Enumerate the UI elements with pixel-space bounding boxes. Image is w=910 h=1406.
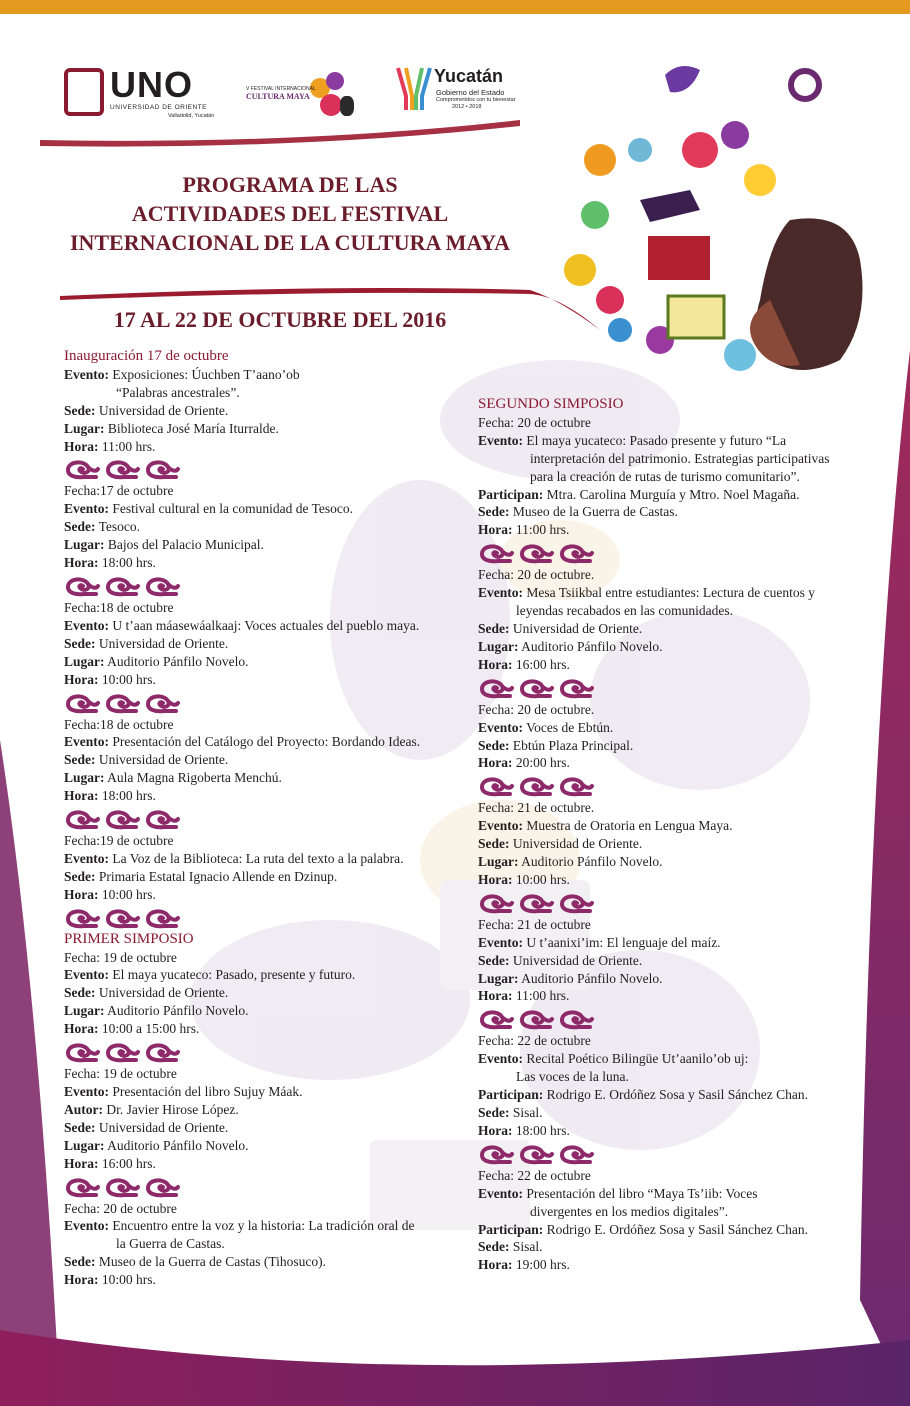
field-value: 19:00 hrs. — [512, 1257, 570, 1273]
event-field — [478, 1122, 878, 1140]
field-value: Recital Poético Bilingüe Ut’aanilo’ob uj: — [523, 1051, 749, 1067]
field-label: Hora: — [64, 438, 99, 454]
festival-logo-graphic — [304, 70, 358, 124]
field-label: Participan: — [478, 486, 544, 502]
field-value: Exposiciones: Úuchben T’aano’ob — [109, 366, 300, 382]
event-date: Fecha: 20 de octubre. — [478, 701, 595, 717]
field-value: Biblioteca José María Iturralde. — [104, 420, 279, 436]
field-value: 18:00 hrs. — [98, 788, 156, 804]
field-label: Participan: — [478, 1221, 544, 1237]
title-line-1: PROGRAMA DE LAS — [182, 172, 398, 197]
separator-ornament — [478, 775, 598, 797]
field-label: Sede: — [64, 868, 96, 884]
field-value: Universidad de Oriente. — [95, 1119, 229, 1135]
event-field — [64, 1002, 474, 1020]
field-value: Primaria Estatal Ignacio Allende en Dzinup. — [95, 868, 338, 884]
event-field — [64, 886, 474, 904]
field-value: Festival cultural en la comunidad de Tesoco. — [109, 501, 353, 517]
event-dates: 17 AL 22 DE OCTUBRE DEL 2016 — [113, 307, 447, 332]
festival-logo-line1: V FESTIVAL INTERNACIONAL — [246, 86, 316, 92]
field-value: Rodrigo E. Ordóñez Sosa y Sasil Sánchez Chan. — [543, 1087, 808, 1103]
field-label: Hora: — [64, 671, 99, 687]
field-label: Lugar: — [64, 1137, 105, 1153]
field-label: Hora: — [478, 656, 513, 672]
event-field — [64, 671, 474, 689]
field-label: Sede: — [64, 1119, 96, 1135]
event-field — [64, 1271, 474, 1289]
event-field — [64, 1020, 474, 1038]
event-date: Fecha:19 de octubre — [64, 833, 174, 849]
uno-logo — [64, 64, 219, 123]
field-label: Lugar: — [64, 653, 105, 669]
event-field — [64, 1155, 474, 1173]
separator-ornament — [64, 907, 184, 929]
field-value: Ebtún Plaza Principal. — [509, 737, 634, 753]
field-label: Sede: — [478, 1105, 510, 1120]
program-left-column — [64, 348, 474, 1289]
yucatan-logo-line2: Comprometidos con tu bienestar — [436, 97, 516, 103]
field-value: Tesoco. — [95, 519, 141, 535]
event-field — [64, 635, 474, 653]
section-heading: SEGUNDO SIMPOSIO — [478, 396, 624, 412]
event-field — [64, 984, 474, 1002]
field-label: Hora: — [64, 555, 99, 571]
field-label: Evento: — [64, 734, 109, 750]
field-label: Hora: — [64, 1021, 99, 1037]
event-date: Fecha:18 de octubre — [64, 599, 174, 615]
event-field — [478, 1238, 878, 1256]
field-value: Aula Magna Rigoberta Menchú. — [104, 770, 282, 786]
field-label: Evento: — [64, 850, 109, 866]
separator-ornament — [64, 692, 184, 714]
separator-ornament — [64, 1176, 184, 1198]
event-field — [64, 751, 474, 769]
field-value: U t’aanixi’im: El lenguaje del maíz. — [523, 934, 721, 950]
field-value: Encuentro entre la voz y la historia: La tradición oral de — [109, 1218, 415, 1234]
festival-logo — [246, 70, 366, 126]
event-field — [478, 970, 878, 988]
field-label: Hora: — [478, 988, 513, 1004]
field-label: Lugar: — [64, 770, 105, 786]
bottom-purple-band — [0, 1330, 910, 1406]
field-label: Sede: — [64, 635, 96, 651]
event-field — [64, 1217, 474, 1235]
event-field — [478, 987, 878, 1005]
event-date: Fecha:17 de octubre — [64, 483, 174, 499]
field-label: Evento: — [64, 1218, 109, 1234]
event-text-continuation: divergentes en los medios digitales”. — [530, 1203, 729, 1219]
field-value: Auditorio Pánfilo Novelo. — [518, 970, 663, 986]
field-value: Auditorio Pánfilo Novelo. — [104, 1003, 249, 1019]
page-title — [40, 170, 540, 257]
event-field — [478, 1185, 878, 1203]
field-label: Sede: — [64, 1254, 96, 1270]
field-label: Sede: — [64, 752, 96, 768]
field-label: Evento: — [478, 1185, 523, 1201]
field-label: Sede: — [478, 952, 510, 968]
yucatan-logo-line3: 2012 • 2018 — [452, 104, 482, 110]
event-date: Fecha: 19 de octubre — [64, 949, 177, 965]
event-text-continuation: leyendas recabados en las comunidades. — [516, 603, 734, 619]
section-heading: PRIMER SIMPOSIO — [64, 930, 194, 947]
field-label: Evento: — [478, 1051, 523, 1067]
field-label: Hora: — [478, 1257, 513, 1273]
uno-logo-name: UNO — [110, 64, 193, 105]
field-value: Rodrigo E. Ordóñez Sosa y Sasil Sánchez Chan. — [543, 1221, 808, 1237]
field-value: Universidad de Oriente. — [509, 620, 643, 636]
field-value: Universidad de Oriente. — [95, 752, 229, 768]
field-label: Hora: — [64, 788, 99, 804]
field-value: Sisal. — [509, 1105, 543, 1120]
field-label: Evento: — [64, 501, 109, 517]
field-value: Mesa Tsiikbal entre estudiantes: Lectura de cuentos y — [523, 585, 815, 601]
field-value: U t’aan máasewáalkaaj: Voces actuales del pueblo maya. — [109, 617, 420, 633]
event-field — [478, 934, 878, 952]
event-field — [64, 769, 474, 787]
field-value: Auditorio Pánfilo Novelo. — [104, 1137, 249, 1153]
program-right-column — [478, 396, 878, 1274]
field-value: 10:00 hrs. — [98, 886, 156, 902]
yucatan-logo-line1: Gobierno del Estado — [436, 88, 505, 97]
event-field — [478, 1221, 878, 1239]
event-field — [64, 1119, 474, 1137]
field-label: Evento: — [64, 617, 109, 633]
event-field — [64, 1101, 474, 1119]
field-label: Sede: — [478, 504, 510, 520]
event-date: Fecha: 20 de octubre. — [478, 567, 595, 583]
field-label: Evento: — [64, 967, 109, 983]
event-field — [478, 853, 878, 871]
event-date: Fecha: 22 de octubre — [478, 1167, 591, 1183]
uno-logo-place: Valladolid, Yucatán — [168, 113, 215, 119]
field-value: 10:00 hrs. — [98, 1272, 156, 1288]
event-field — [478, 871, 878, 889]
field-label: Hora: — [64, 1272, 99, 1288]
field-label: Sede: — [478, 836, 510, 852]
field-value: El maya yucateco: Pasado, presente y futuro. — [109, 967, 356, 983]
field-label: Hora: — [478, 522, 513, 538]
top-orange-bar — [0, 0, 910, 14]
field-label: Hora: — [478, 1122, 513, 1138]
field-label: Lugar: — [64, 420, 105, 436]
event-field — [64, 366, 474, 384]
field-label: Evento: — [478, 934, 523, 950]
event-field — [478, 754, 878, 772]
event-field — [64, 438, 474, 456]
field-value: Universidad de Oriente. — [95, 635, 229, 651]
event-field — [478, 656, 878, 674]
event-field — [64, 500, 474, 518]
field-value: Universidad de Oriente. — [95, 985, 229, 1001]
field-value: 18:00 hrs. — [512, 1122, 570, 1138]
separator-ornament — [478, 1008, 598, 1030]
field-value: Bajos del Palacio Municipal. — [104, 537, 264, 553]
separator-ornament — [478, 1143, 598, 1165]
event-field — [478, 584, 878, 602]
field-label: Hora: — [64, 886, 99, 902]
separator-ornament — [64, 458, 184, 480]
yucatan-logo-name: Yucatán — [434, 66, 504, 86]
event-date: Fecha: 21 de octubre. — [478, 800, 595, 816]
field-value: 16:00 hrs. — [98, 1155, 156, 1171]
event-text-continuation: “Palabras ancestrales”. — [116, 384, 240, 400]
field-label: Lugar: — [478, 638, 519, 654]
field-value: Auditorio Pánfilo Novelo. — [518, 638, 663, 654]
event-field — [64, 554, 474, 572]
separator-ornament — [64, 1041, 184, 1063]
field-label: Hora: — [478, 871, 513, 887]
field-value: Auditorio Pánfilo Novelo. — [518, 854, 663, 870]
field-label: Hora: — [64, 1155, 99, 1171]
field-value: 20:00 hrs. — [512, 755, 570, 771]
field-value: 11:00 hrs. — [98, 438, 156, 454]
field-label: Autor: — [64, 1101, 103, 1117]
field-value: 10:00 a 15:00 hrs. — [98, 1021, 200, 1037]
field-label: Evento: — [478, 719, 523, 735]
event-field — [64, 1083, 474, 1101]
field-value: Auditorio Pánfilo Novelo. — [104, 653, 249, 669]
field-value: Voces de Ebtún. — [523, 719, 614, 735]
event-field — [64, 1137, 474, 1155]
title-line-2: ACTIVIDADES DEL FESTIVAL — [131, 201, 449, 226]
event-field — [478, 817, 878, 835]
field-label: Evento: — [64, 366, 109, 382]
separator-ornament — [478, 542, 598, 564]
event-date: Fecha:18 de octubre — [64, 716, 174, 732]
event-field — [478, 521, 878, 539]
event-field — [478, 432, 878, 450]
yucatan-logo-mark — [396, 66, 432, 112]
field-label: Evento: — [478, 585, 523, 601]
field-label: Evento: — [478, 432, 523, 448]
field-value: Presentación del libro “Maya Ts’iib: Voces — [523, 1185, 758, 1201]
inauguration-heading: Inauguración 17 de octubre — [64, 348, 229, 364]
field-label: Hora: — [478, 755, 513, 771]
separator-ornament — [64, 575, 184, 597]
event-field — [478, 1256, 878, 1274]
field-label: Lugar: — [64, 1003, 105, 1019]
field-value: Sisal. — [509, 1239, 543, 1255]
event-field — [478, 952, 878, 970]
event-text-continuation: interpretación del patrimonio. Estrategias participativas — [530, 450, 830, 466]
title-line-3: INTERNACIONAL DE LA CULTURA MAYA — [69, 230, 511, 255]
event-field — [478, 737, 878, 755]
field-value: 10:00 hrs. — [98, 671, 156, 687]
event-field — [64, 850, 474, 868]
event-field — [478, 503, 878, 521]
festival-logo-line2: CULTURA MAYA — [246, 92, 310, 101]
event-field — [64, 733, 474, 751]
field-value: Mtra. Carolina Murguía y Mtro. Noel Magaña. — [543, 486, 800, 502]
event-date: Fecha: 22 de octubre — [478, 1033, 591, 1049]
field-value: 11:00 hrs. — [512, 522, 570, 538]
event-field — [478, 486, 878, 504]
event-field — [478, 1104, 878, 1122]
event-text-continuation: Las voces de la luna. — [516, 1069, 629, 1085]
event-field — [64, 518, 474, 536]
field-value: El maya yucateco: Pasado presente y futuro “La — [523, 432, 787, 448]
event-field — [64, 653, 474, 671]
event-field — [478, 835, 878, 853]
field-value: Universidad de Oriente. — [95, 402, 229, 418]
event-date: Fecha: 20 de octubre — [64, 1200, 177, 1216]
field-value: Presentación del Catálogo del Proyecto: Bordando Ideas. — [109, 734, 421, 750]
separator-ornament — [478, 677, 598, 699]
field-label: Sede: — [478, 620, 510, 636]
event-field — [478, 638, 878, 656]
event-date: Fecha: 21 de octubre — [478, 916, 591, 932]
event-field — [64, 787, 474, 805]
field-value: Museo de la Guerra de Castas. — [509, 504, 678, 520]
field-label: Lugar: — [478, 854, 519, 870]
event-field — [478, 620, 878, 638]
field-label: Lugar: — [64, 537, 105, 553]
field-value: Presentación del libro Sujuy Máak. — [109, 1084, 303, 1099]
field-value: 16:00 hrs. — [512, 656, 570, 672]
field-label: Evento: — [478, 818, 523, 834]
event-field — [64, 1253, 474, 1271]
event-field — [478, 1086, 878, 1104]
field-value: Universidad de Oriente. — [509, 836, 643, 852]
field-value: Universidad de Oriente. — [509, 952, 643, 968]
separator-ornament — [64, 808, 184, 830]
maya-artwork-illustration — [564, 66, 863, 371]
left-purple-wedge — [0, 740, 60, 1406]
event-text-continuation: la Guerra de Castas. — [116, 1236, 225, 1252]
field-label: Sede: — [64, 985, 96, 1001]
uno-logo-sub: UNIVERSIDAD DE ORIENTE — [110, 104, 207, 111]
field-value: Muestra de Oratoria en Lengua Maya. — [523, 818, 733, 834]
separator-ornament — [478, 892, 598, 914]
event-date: Fecha: 19 de octubre — [64, 1066, 177, 1082]
event-date: Fecha: 20 de octubre — [478, 414, 591, 430]
field-label: Sede: — [478, 737, 510, 753]
event-field — [64, 536, 474, 554]
event-field — [64, 420, 474, 438]
uno-logo-mark — [64, 68, 104, 116]
field-label: Evento: — [64, 1084, 109, 1099]
field-value: 18:00 hrs. — [98, 555, 156, 571]
event-field — [64, 966, 474, 984]
field-label: Participan: — [478, 1087, 544, 1103]
field-label: Sede: — [64, 402, 96, 418]
field-value: 11:00 hrs. — [512, 988, 570, 1004]
field-value: Dr. Javier Hirose López. — [103, 1101, 239, 1117]
event-field — [478, 1050, 878, 1068]
event-field — [64, 402, 474, 420]
field-value: Museo de la Guerra de Castas (Tihosuco). — [95, 1254, 326, 1270]
event-text-continuation: para la creación de rutas de turismo comunitario”. — [530, 468, 800, 484]
field-value: 10:00 hrs. — [512, 871, 570, 887]
field-label: Sede: — [478, 1239, 510, 1255]
yucatan-logo — [396, 66, 526, 126]
event-field — [478, 719, 878, 737]
event-field — [64, 617, 474, 635]
field-label: Lugar: — [478, 970, 519, 986]
field-value: La Voz de la Biblioteca: La ruta del texto a la palabra. — [109, 850, 404, 866]
field-label: Sede: — [64, 519, 96, 535]
event-field — [64, 868, 474, 886]
